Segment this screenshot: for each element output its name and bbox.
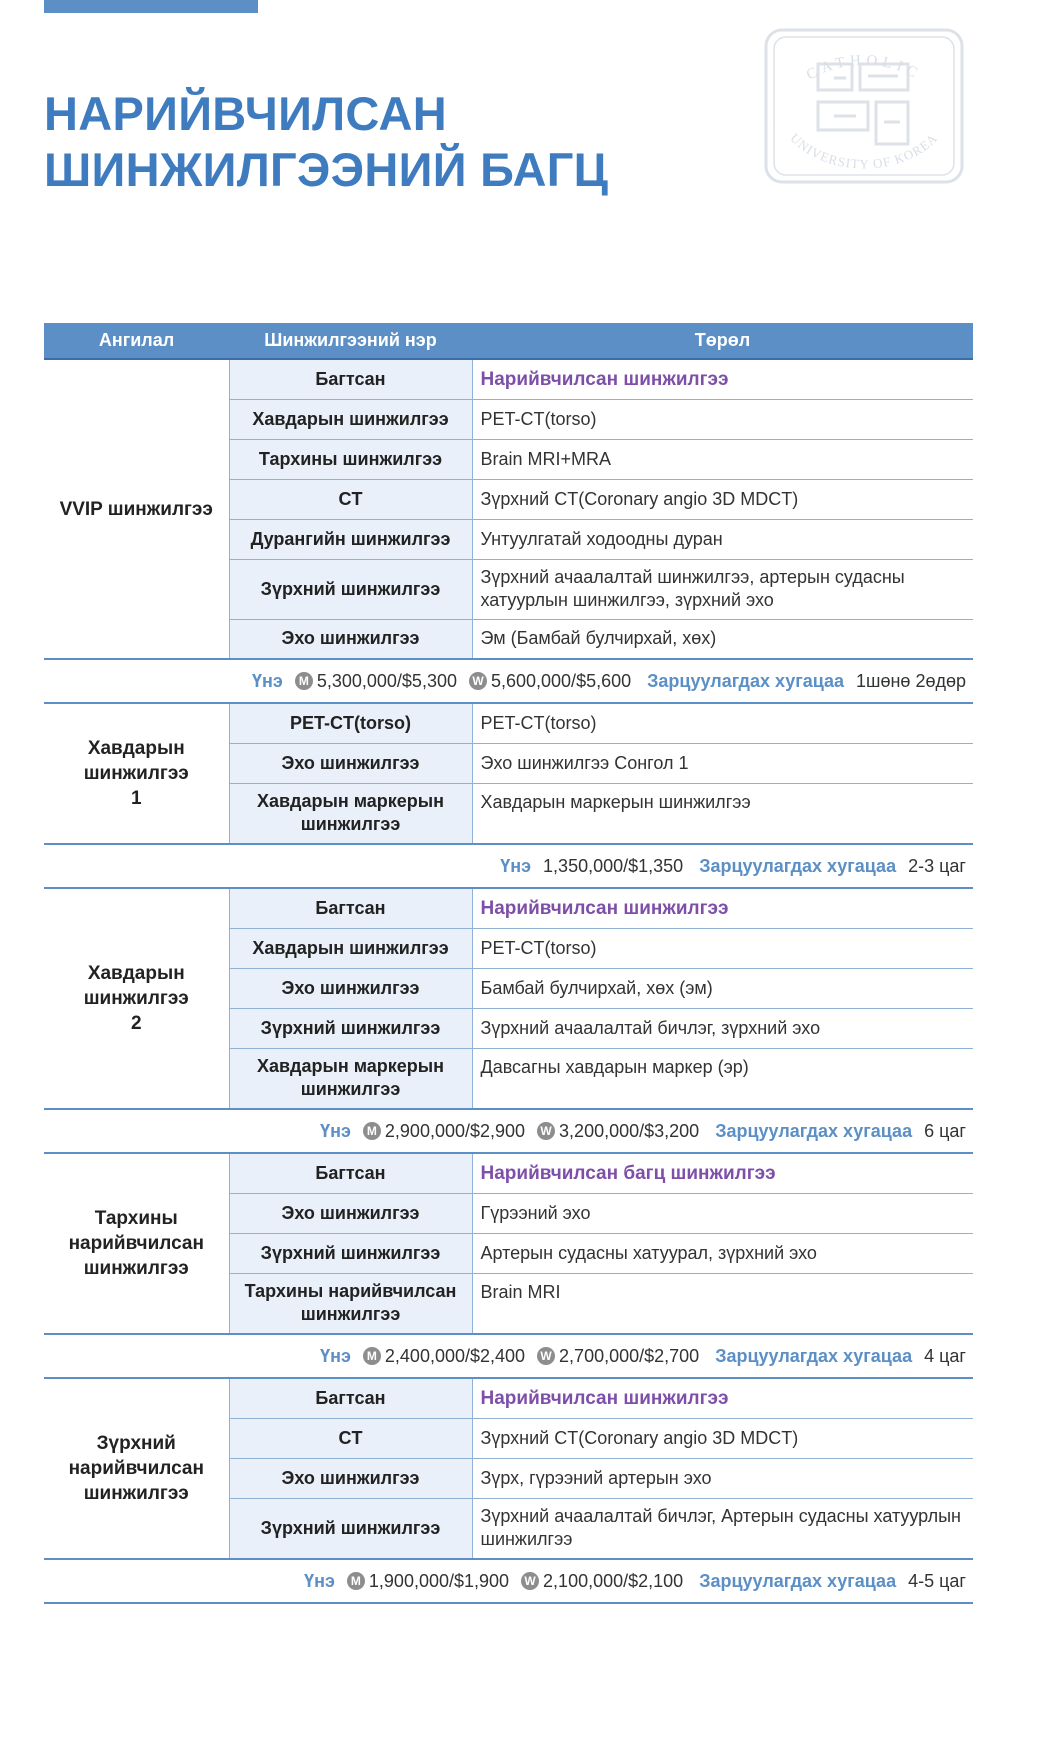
category-line: 2 [130,1013,142,1034]
coin-m-icon: M [295,672,313,690]
category-cell [44,888,229,1109]
price-row [44,1559,973,1603]
table-body [44,359,973,1603]
test-name-cell [229,1418,472,1458]
page-title-line-1: НАРИЙВЧИЛСАН [44,87,447,140]
test-name-cell [229,619,472,659]
test-type-line: Нарийвчилсан шинжилгээ [480,1387,729,1409]
university-seal-watermark [756,26,972,186]
category-cell [44,1378,229,1559]
test-type-line: Зүрхний ачаалалтай шинжилгээ, артерын судасны [480,567,905,587]
test-type-line: Эм (Бамбай булчирхай, хөх) [480,628,717,649]
test-name-line: Багтсан [315,368,386,389]
test-type-cell [472,619,973,659]
test-type-line: Зүрхний CT(Coronary angio 3D MDCT) [480,1427,799,1448]
package-table [44,323,973,1604]
duration-value: 6 цаг [924,1120,966,1141]
test-name-line: PET-CT(torso) [290,712,411,733]
test-type-cell [472,1418,973,1458]
test-name-cell [229,559,472,619]
test-type-cell [472,1193,973,1233]
page-title [44,86,608,198]
test-type-line: Зүрхний CT(Coronary angio 3D MDCT) [480,488,799,509]
test-name-cell [229,743,472,783]
test-type-cell [472,968,973,1008]
test-name-line: Хавдарын маркерын [256,1056,445,1077]
duration-value: 4 цаг [924,1345,966,1366]
test-name-cell [229,519,472,559]
price-value-m: 1,900,000/$1,900 [368,1570,510,1591]
test-type-cell [472,783,973,844]
duration-value: 2-3 цаг [908,855,966,876]
test-name-line: Дурангийн шинжилгээ [250,528,451,549]
category-line: нарийвчилсан [68,1458,204,1479]
price-value-w: 2,100,000/$2,100 [543,1570,684,1591]
test-type-cell [472,703,973,743]
test-type-cell [472,1048,973,1109]
test-type-line: PET-CT(torso) [480,712,597,733]
test-name-cell [229,399,472,439]
seal-bottom-text: UNIVERSITY OF KOREA [787,130,941,172]
test-type-line: шинжилгээ [480,1529,573,1550]
category-line: VVIP шинжилгээ [59,498,213,520]
coin-w-icon: W [521,1572,539,1590]
category-cell [44,359,229,659]
test-name-cell [229,439,472,479]
test-name-cell [229,1048,472,1109]
table-row [44,703,973,743]
duration-value: 4-5 цаг [908,1570,966,1591]
category-line: шинжилгээ [83,1483,189,1504]
category-line: шинжилгээ [83,763,189,784]
test-type-line: Зүрх, гүрээний артерын эхо [480,1467,712,1488]
price-label: Үнэ [304,1570,335,1591]
test-type-line: Гүрээний эхо [480,1202,591,1223]
category-cell [44,1153,229,1334]
duration-label: Зарцуулагдах хугацаа [647,670,845,691]
test-type-line: Зүрхний ачаалалтай бичлэг, Артерын судасны хатуурлын [480,1506,961,1527]
test-type-cell [472,1008,973,1048]
test-name-cell [229,703,472,743]
test-name-line: Зүрхний шинжилгээ [260,578,441,599]
test-type-cell [472,1498,973,1559]
price-value-w: 5,600,000/$5,600 [490,670,632,691]
table-row [44,359,973,399]
price-label: Үнэ [320,1120,351,1141]
test-type-line: Артерын судасны хатуурал, зүрхний эхо [480,1242,817,1263]
category-line: Хавдарын [87,963,185,984]
test-type-line: Нарийвчилсан шинжилгээ [480,897,729,919]
price-value: 1,350,000/$1,350 [543,855,684,876]
test-type-line: PET-CT(torso) [480,408,597,429]
test-type-line: Зүрхний ачаалалтай бичлэг, зүрхний эхо [480,1017,821,1038]
test-name-cell [229,888,472,928]
test-name-cell [229,479,472,519]
duration-value: 1шөнө 2өдөр [856,670,966,691]
test-name-line: Зүрхний шинжилгээ [260,1517,441,1538]
test-type-cell [472,559,973,619]
coin-w-icon: W [537,1122,555,1140]
price-value-m: 5,300,000/$5,300 [316,670,457,691]
test-name-line: Эхо шинжилгээ [281,977,420,998]
price-row [44,1109,973,1153]
test-type-cell [472,359,973,399]
test-name-cell [229,1458,472,1498]
duration-label: Зарцуулагдах хугацаа [715,1345,913,1366]
coin-m-icon: M [363,1347,381,1365]
test-type-cell [472,1458,973,1498]
test-name-line: шинжилгээ [300,814,401,835]
category-line: шинжилгээ [83,988,189,1009]
test-name-cell [229,783,472,844]
test-type-cell [472,519,973,559]
seal-top-text: CATHOLIC [803,52,925,84]
price-row [44,1334,973,1378]
coin-m-icon: M [347,1572,365,1590]
header-type: Төрөл [472,323,973,359]
category-line: Зүрхний [96,1433,176,1454]
table-row [44,1378,973,1418]
header-category: Ангилал [44,323,229,359]
coin-w-icon: W [537,1347,555,1365]
test-type-cell [472,1233,973,1273]
test-type-cell [472,743,973,783]
category-line: Тархины [94,1208,178,1229]
test-type-cell [472,928,973,968]
price-row [44,659,973,703]
coin-w-icon: W [469,672,487,690]
test-name-cell [229,1233,472,1273]
test-name-line: Хавдарын маркерын [256,791,445,812]
test-type-line: Brain MRI+MRA [480,448,612,469]
duration-label: Зарцуулагдах хугацаа [715,1120,913,1141]
test-type-line: Нарийвчилсан шинжилгээ [480,368,729,390]
test-name-line: Хавдарын шинжилгээ [252,408,449,429]
test-type-line: Эхо шинжилгээ Сонгол 1 [480,752,689,773]
table-header-row [44,323,973,359]
test-name-cell [229,1153,472,1193]
category-line: 1 [130,788,142,809]
test-name-line: шинжилгээ [300,1304,401,1325]
test-name-line: Эхо шинжилгээ [281,628,420,649]
price-value-m: 2,900,000/$2,900 [384,1120,526,1141]
test-type-cell [472,479,973,519]
test-type-line: Brain MRI [480,1281,561,1302]
category-line: нарийвчилсан [68,1233,204,1254]
price-label: Үнэ [500,855,532,876]
test-type-cell [472,1153,973,1193]
category-cell [44,703,229,844]
price-cell [44,1334,973,1378]
test-name-line: Эхо шинжилгээ [281,1467,420,1488]
test-name-cell [229,1193,472,1233]
test-name-cell [229,928,472,968]
test-name-line: Зүрхний шинжилгээ [260,1017,441,1038]
test-type-line: PET-CT(torso) [480,937,597,958]
test-name-cell [229,1498,472,1559]
test-type-line: Хавдарын маркерын шинжилгээ [480,791,751,812]
price-cell [44,1559,973,1603]
test-name-line: шинжилгээ [300,1079,401,1100]
test-type-line: хатуурлын шинжилгээ, зүрхний эхо [480,590,774,610]
test-type-line: Бамбай булчирхай, хөх (эм) [480,977,713,998]
category-line: Хавдарын [87,738,185,759]
test-name-cell [229,359,472,399]
test-name-cell [229,968,472,1008]
header-test-name: Шинжилгээний нэр [229,323,472,359]
test-name-line: Багтсан [315,1387,386,1408]
price-row [44,844,973,888]
test-type-cell [472,1378,973,1418]
table-row [44,888,973,928]
price-value-w: 2,700,000/$2,700 [559,1345,700,1366]
test-name-line: Зүрхний шинжилгээ [260,1242,441,1263]
top-accent-bar [44,0,258,13]
test-type-cell [472,439,973,479]
test-type-line: Нарийвчилсан багц шинжилгээ [480,1162,776,1184]
price-cell [44,1109,973,1153]
category-line: шинжилгээ [83,1258,189,1279]
test-name-line: CT [338,488,363,509]
test-name-cell [229,1378,472,1418]
test-name-cell [229,1273,472,1334]
test-name-line: Хавдарын шинжилгээ [252,937,449,958]
price-label: Үнэ [252,670,283,691]
test-type-cell [472,1273,973,1334]
test-type-cell [472,399,973,439]
price-value-m: 2,400,000/$2,400 [384,1345,526,1366]
price-cell [44,844,973,888]
test-name-line: Тархины шинжилгээ [258,448,443,469]
price-label: Үнэ [320,1345,351,1366]
test-name-line: Эхо шинжилгээ [281,752,420,773]
coin-m-icon: M [363,1122,381,1140]
price-value-w: 3,200,000/$3,200 [559,1120,700,1141]
page-title-line-2: ШИНЖИЛГЭЭНИЙ БАГЦ [44,143,609,196]
duration-label: Зарцуулагдах хугацаа [699,855,897,876]
test-name-line: Тархины нарийвчилсан [244,1281,457,1302]
test-type-cell [472,888,973,928]
test-name-cell [229,1008,472,1048]
test-type-line: Унтуулгатай ходоодны дуран [480,528,723,549]
table-row [44,1153,973,1193]
price-cell [44,659,973,703]
test-name-line: Эхо шинжилгээ [281,1202,420,1223]
duration-label: Зарцуулагдах хугацаа [699,1570,897,1591]
test-type-line: Давсагны хавдарын маркер (эр) [480,1056,749,1077]
test-name-line: CT [338,1427,363,1448]
test-name-line: Багтсан [315,897,386,918]
test-name-line: Багтсан [315,1162,386,1183]
